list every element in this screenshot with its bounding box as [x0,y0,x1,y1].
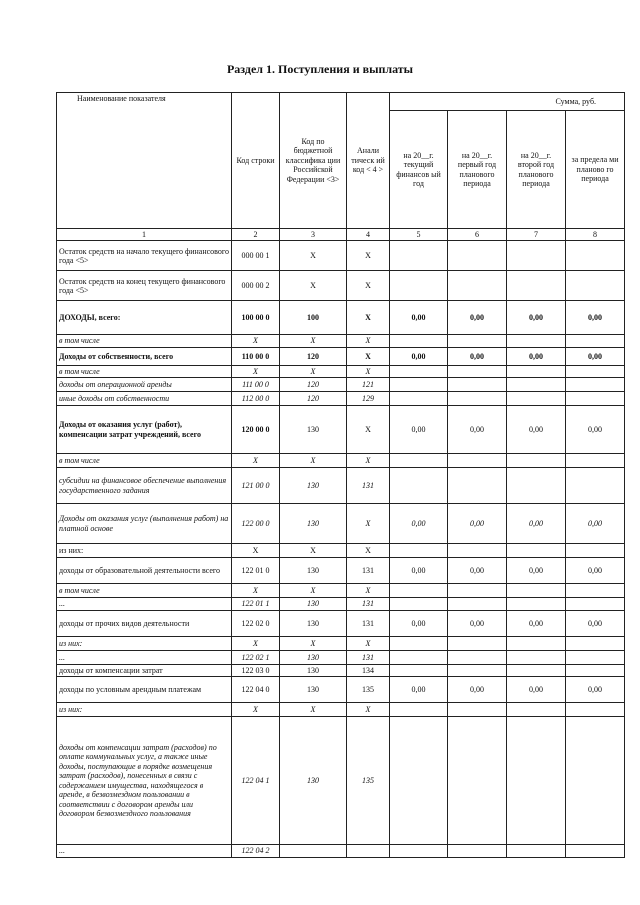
row-budget-code: X [280,271,347,301]
table-row [57,454,625,468]
row-budget-code: 120 [280,378,347,392]
row-name: из них: [57,636,232,650]
row-value-year-2: 0,00 [448,504,507,544]
row-value-year-2: 0,00 [448,406,507,454]
row-code: X [232,636,280,650]
row-budget-code: X [280,241,347,271]
header-code: Код строки [232,93,280,229]
row-code: 122 04 0 [232,677,280,703]
row-code: 000 00 2 [232,271,280,301]
row-value-year-2 [448,636,507,650]
row-value-year-2 [448,717,507,845]
row-value-year-2 [448,392,507,406]
row-name: доходы по условным арендным платежам [57,677,232,703]
row-value-year-3 [507,584,566,598]
row-name: Остаток средств на конец текущего финансового года <5> [57,271,232,301]
row-value-year-4 [566,598,625,610]
table-row [57,584,625,598]
row-value-year-2 [448,845,507,857]
row-code: 111 00 0 [232,378,280,392]
row-name: доходы от прочих видов деятельности [57,610,232,636]
row-analytic-code: X [347,544,390,558]
row-value-year-4: 0,00 [566,406,625,454]
table-row [57,392,625,406]
row-code: 122 01 1 [232,598,280,610]
table-row [57,610,625,636]
column-numbers-row [57,229,625,241]
table-row [57,378,625,392]
row-code: 121 00 0 [232,468,280,504]
row-budget-code: 130 [280,598,347,610]
row-value-year-1 [390,845,448,857]
row-value-year-3 [507,271,566,301]
row-code: 122 00 0 [232,504,280,544]
table-body [57,241,625,857]
row-analytic-code: X [347,365,390,377]
row-name: иные доходы от собственности [57,392,232,406]
row-value-year-1 [390,468,448,504]
row-analytic-code: X [347,406,390,454]
row-code: 122 01 0 [232,558,280,584]
row-name: в том числе [57,584,232,598]
row-value-year-1: 0,00 [390,558,448,584]
row-value-year-1 [390,650,448,664]
table-row [57,636,625,650]
row-budget-code: X [280,544,347,558]
row-value-year-1 [390,636,448,650]
row-budget-code: 130 [280,504,347,544]
header-name: Наименование показателя [57,93,232,229]
row-budget-code: X [280,636,347,650]
row-analytic-code: X [347,301,390,335]
row-budget-code: 130 [280,558,347,584]
row-value-year-4 [566,636,625,650]
row-value-year-3 [507,241,566,271]
row-value-year-2 [448,703,507,717]
row-code: X [232,544,280,558]
row-value-year-2 [448,335,507,347]
row-budget-code: 120 [280,392,347,406]
row-analytic-code: X [347,504,390,544]
row-value-year-3 [507,717,566,845]
row-value-year-1 [390,544,448,558]
row-budget-code: 130 [280,677,347,703]
row-value-year-2 [448,468,507,504]
row-value-year-1 [390,598,448,610]
row-name: в том числе [57,365,232,377]
row-code: 110 00 0 [232,347,280,365]
row-value-year-4 [566,392,625,406]
table-row [57,845,625,857]
row-budget-code: X [280,365,347,377]
row-value-year-3 [507,468,566,504]
row-value-year-4 [566,271,625,301]
row-value-year-2 [448,598,507,610]
table-row [57,406,625,454]
row-analytic-code: X [347,347,390,365]
section-title: Раздел 1. Поступления и выплаты [226,62,414,76]
row-value-year-2 [448,271,507,301]
row-value-year-4: 0,00 [566,558,625,584]
row-value-year-4: 0,00 [566,347,625,365]
row-code: 112 00 0 [232,392,280,406]
row-analytic-code [347,845,390,857]
column-number: 2 [232,229,280,241]
row-budget-code: 130 [280,406,347,454]
row-value-year-4 [566,845,625,857]
row-code: X [232,584,280,598]
row-name: ... [57,650,232,664]
row-code: 122 04 1 [232,717,280,845]
table-row [57,347,625,365]
row-value-year-2: 0,00 [448,610,507,636]
row-name: доходы от компенсации затрат [57,664,232,676]
row-value-year-4 [566,544,625,558]
row-value-year-1: 0,00 [390,504,448,544]
row-name: Доходы от собственности, всего [57,347,232,365]
row-value-year-1 [390,703,448,717]
table-row [57,544,625,558]
row-value-year-4 [566,468,625,504]
row-name: из них: [57,703,232,717]
row-budget-code: X [280,584,347,598]
row-code: X [232,703,280,717]
row-value-year-2: 0,00 [448,347,507,365]
row-value-year-1: 0,00 [390,347,448,365]
header-budget-code: Код по бюджетной классифика ции Российской Федерации <3> [280,93,347,229]
row-value-year-3: 0,00 [507,301,566,335]
row-analytic-code: X [347,335,390,347]
row-code: 122 02 1 [232,650,280,664]
row-name: Остаток средств на начало текущего финансового года <5> [57,241,232,271]
row-value-year-1 [390,241,448,271]
row-value-year-3: 0,00 [507,406,566,454]
row-value-year-3: 0,00 [507,558,566,584]
row-budget-code: X [280,454,347,468]
row-budget-code [280,845,347,857]
row-value-year-3 [507,378,566,392]
row-value-year-2 [448,241,507,271]
row-value-year-3 [507,845,566,857]
row-value-year-3 [507,664,566,676]
row-analytic-code: 135 [347,717,390,845]
row-value-year-2: 0,00 [448,558,507,584]
row-value-year-2 [448,378,507,392]
row-value-year-4 [566,378,625,392]
row-value-year-3 [507,598,566,610]
row-value-year-1 [390,454,448,468]
row-analytic-code: 131 [347,610,390,636]
row-value-year-4: 0,00 [566,301,625,335]
row-analytic-code: X [347,271,390,301]
row-value-year-2 [448,664,507,676]
row-name: доходы от компенсации затрат (расходов) по оплате коммунальных услуг, а также иные доходы, поступающие в порядке возмещения затрат (расходов), понесенных в связи с содержанием имущества, находящегося в аренде, в безвозмездном пользовании в соответствии с договором аренды или договором безвозмездного пользования [57,717,232,845]
row-value-year-1: 0,00 [390,301,448,335]
row-value-year-1 [390,717,448,845]
row-name: субсидии на финансовое обеспечение выполнения государственного задания [57,468,232,504]
row-analytic-code: 121 [347,378,390,392]
row-name: из них: [57,544,232,558]
column-number: 8 [566,229,625,241]
row-value-year-1: 0,00 [390,677,448,703]
row-value-year-4 [566,650,625,664]
row-value-year-4: 0,00 [566,677,625,703]
row-analytic-code: X [347,584,390,598]
row-name: Доходы от оказания услуг (выполнения работ) на платной основе [57,504,232,544]
row-code: 122 04 2 [232,845,280,857]
row-name: доходы от операционной аренды [57,378,232,392]
row-value-year-1: 0,00 [390,406,448,454]
row-value-year-1 [390,664,448,676]
table-row [57,504,625,544]
row-budget-code: 130 [280,468,347,504]
row-budget-code: 120 [280,347,347,365]
table-row [57,650,625,664]
row-analytic-code: 131 [347,650,390,664]
header-row-top [57,93,625,111]
header-year-3: на 20__г. второй год планового периода [507,111,566,229]
row-value-year-1: 0,00 [390,610,448,636]
row-value-year-3 [507,365,566,377]
row-budget-code: X [280,703,347,717]
column-number: 1 [57,229,232,241]
row-value-year-2: 0,00 [448,677,507,703]
table-row [57,365,625,377]
row-name: в том числе [57,335,232,347]
row-value-year-4: 0,00 [566,610,625,636]
table-row [57,241,625,271]
header-sum: Сумма, руб. [390,93,625,111]
row-code: 120 00 0 [232,406,280,454]
row-value-year-4 [566,664,625,676]
table-row [57,335,625,347]
header-year-1: на 20__г. текущий финансов ый год [390,111,448,229]
row-value-year-3 [507,703,566,717]
row-budget-code: 130 [280,717,347,845]
row-value-year-1 [390,365,448,377]
row-code: X [232,365,280,377]
row-value-year-1 [390,392,448,406]
row-value-year-1 [390,378,448,392]
row-analytic-code: 131 [347,468,390,504]
row-analytic-code: X [347,454,390,468]
row-value-year-2: 0,00 [448,301,507,335]
row-value-year-4 [566,335,625,347]
row-value-year-4 [566,241,625,271]
row-name: ... [57,845,232,857]
row-value-year-3 [507,650,566,664]
header-year-4: за предела ми планово го периода [566,111,625,229]
row-value-year-3: 0,00 [507,347,566,365]
row-value-year-4 [566,717,625,845]
row-value-year-2 [448,544,507,558]
table-row [57,468,625,504]
table-row [57,301,625,335]
row-code: 000 00 1 [232,241,280,271]
row-analytic-code: 134 [347,664,390,676]
row-value-year-3 [507,544,566,558]
row-budget-code: X [280,335,347,347]
row-value-year-3 [507,392,566,406]
row-value-year-4: 0,00 [566,504,625,544]
table-row [57,271,625,301]
row-code: X [232,454,280,468]
row-analytic-code: X [347,703,390,717]
row-analytic-code: X [347,241,390,271]
revenue-table [56,92,625,858]
row-code: 100 00 0 [232,301,280,335]
header-analytic-code: Анали тическ ий код < 4 > [347,93,390,229]
row-name: в том числе [57,454,232,468]
row-value-year-3 [507,454,566,468]
row-value-year-2 [448,454,507,468]
row-analytic-code: 129 [347,392,390,406]
row-value-year-4 [566,365,625,377]
row-value-year-4 [566,703,625,717]
column-number: 4 [347,229,390,241]
row-value-year-2 [448,365,507,377]
table-row [57,558,625,584]
row-budget-code: 130 [280,650,347,664]
row-name: Доходы от оказания услуг (работ), компенсации затрат учреждений, всего [57,406,232,454]
table-row [57,664,625,676]
row-budget-code: 130 [280,664,347,676]
row-code: 122 03 0 [232,664,280,676]
column-number: 5 [390,229,448,241]
row-value-year-2 [448,650,507,664]
row-value-year-3 [507,335,566,347]
row-budget-code: 130 [280,610,347,636]
row-value-year-1 [390,335,448,347]
column-number: 7 [507,229,566,241]
row-code: X [232,335,280,347]
row-value-year-4 [566,584,625,598]
row-name: доходы от образовательной деятельности всего [57,558,232,584]
table-row [57,703,625,717]
row-value-year-1 [390,271,448,301]
row-name: ДОХОДЫ, всего: [57,301,232,335]
column-number: 6 [448,229,507,241]
row-name: ... [57,598,232,610]
row-analytic-code: 131 [347,558,390,584]
table-row [57,598,625,610]
header-year-2: на 20__г. первый год планового периода [448,111,507,229]
row-value-year-2 [448,584,507,598]
row-analytic-code: 135 [347,677,390,703]
row-value-year-1 [390,584,448,598]
row-value-year-3: 0,00 [507,677,566,703]
table-row [57,677,625,703]
column-number: 3 [280,229,347,241]
table-row [57,717,625,845]
row-value-year-3 [507,636,566,650]
row-budget-code: 100 [280,301,347,335]
row-analytic-code: X [347,636,390,650]
row-value-year-3: 0,00 [507,610,566,636]
row-value-year-4 [566,454,625,468]
row-value-year-3: 0,00 [507,504,566,544]
row-analytic-code: 131 [347,598,390,610]
row-code: 122 02 0 [232,610,280,636]
